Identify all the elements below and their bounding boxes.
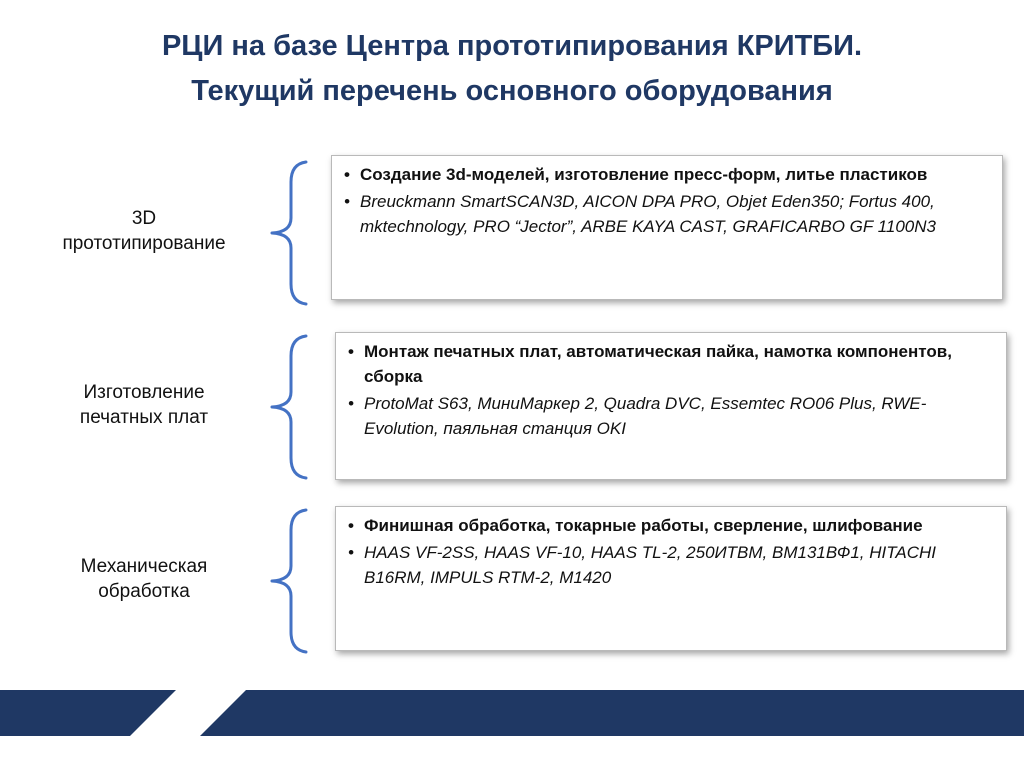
row-label-machining [20, 554, 268, 604]
footer-band [0, 690, 1024, 736]
row-label-line: Изготовление [83, 382, 205, 403]
equipment-text: Breuckmann SmartSCAN3D, AICON DPA PRO, Objet Eden350; Fortus 400, mktechnology, PRO “Jector”, ARBE KAYA CAST, GRAFICARBO GF 1100N3 [360, 192, 936, 236]
row-label-line: Механическая [80, 556, 208, 577]
title-line-2: Текущий перечень основного оборудования [191, 75, 833, 107]
list-item [348, 339, 996, 389]
capability-text: Финишная обработка, токарные работы, сверление, шлифование [364, 516, 923, 535]
row-label-3d-prototyping [20, 206, 268, 256]
bullet-icon: • [348, 516, 354, 535]
row-label-line: печатных плат [79, 407, 209, 428]
slide-title [0, 24, 1024, 114]
equipment-card-machining [335, 506, 1007, 651]
list-item [348, 391, 996, 441]
equipment-card-pcb [335, 332, 1007, 480]
bullet-icon: • [348, 342, 354, 361]
row-label-pcb-manufacturing [20, 380, 268, 430]
capability-text: Создание 3d-моделей, изготовление пресс-форм, литье пластиков [360, 165, 928, 184]
list-item [348, 513, 996, 538]
bullet-icon: • [344, 192, 350, 211]
row-label-line: обработка [98, 581, 190, 602]
equipment-text: HAAS VF-2SS, HAAS VF-10, HAAS TL-2, 250ИТВМ, ВМ131ВФ1, HITACHI B16RM, IMPULS RTM-2, M1420 [364, 543, 936, 587]
list-item [348, 540, 996, 590]
bullet-icon: • [344, 165, 350, 184]
equipment-card-3d [331, 155, 1003, 300]
title-line-1: РЦИ на базе Центра прототипирования КРИТБИ. [161, 30, 863, 62]
bullet-icon: • [348, 543, 354, 562]
curly-brace-icon [266, 508, 322, 654]
curly-brace-icon [266, 334, 322, 480]
row-label-line: 3D [131, 208, 157, 229]
row-label-line: прототипирование [62, 233, 226, 254]
bullet-icon: • [348, 394, 354, 413]
curly-brace-icon [266, 160, 322, 306]
list-item [344, 189, 992, 239]
list-item [344, 162, 992, 187]
equipment-text: ProtoMat S63, МиниМаркер 2, Quadra DVC, Essemtec RO06 Plus, RWE-Evolution, паяльная станция OKI [364, 394, 927, 438]
capability-text: Монтаж печатных плат, автоматическая пайка, намотка компонентов, сборка [364, 342, 952, 386]
